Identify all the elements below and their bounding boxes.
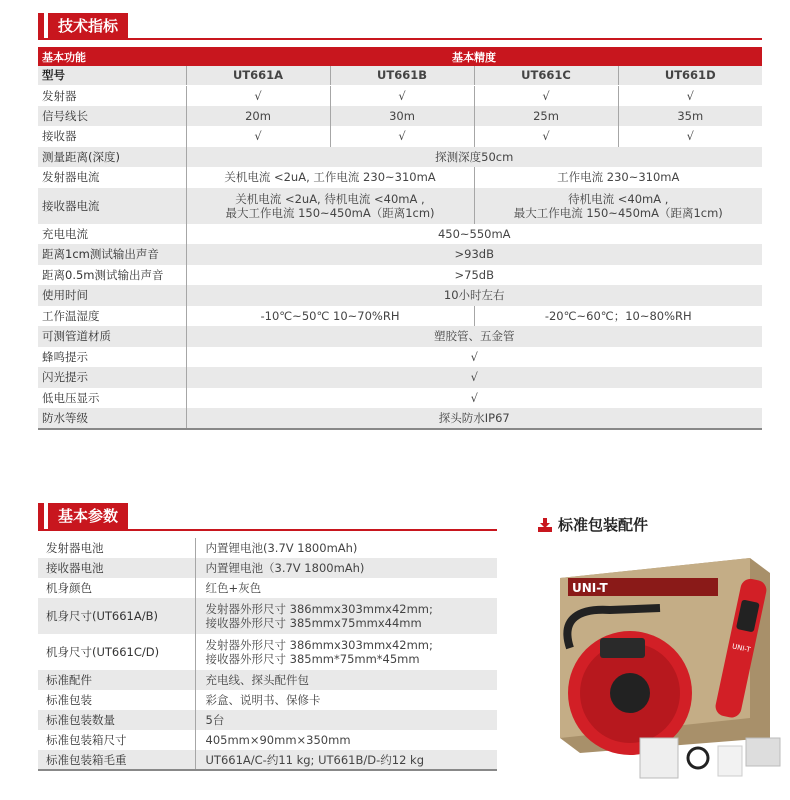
cell-line: 接收器外形尺寸 385mm*75mm*45mm <box>205 652 420 666</box>
check-mark: √ <box>474 85 618 106</box>
cell-value: >75dB <box>186 265 762 286</box>
table-row <box>38 538 497 558</box>
table-row <box>38 408 762 429</box>
row-label: 信号线长 <box>38 106 186 127</box>
cell-value: 内置锂电池（3.7V 1800mAh) <box>195 558 497 578</box>
table-row <box>38 126 762 147</box>
row-label: 测量距离(深度) <box>38 147 186 168</box>
model-name: UT661D <box>618 66 762 85</box>
model-row <box>38 66 762 85</box>
row-label: 工作温湿度 <box>38 306 186 327</box>
check-mark: √ <box>618 126 762 147</box>
cell-value: -10℃~50℃ 10~70%RH <box>186 306 474 327</box>
check-mark: √ <box>186 388 762 409</box>
row-label: 标准包装数量 <box>38 710 195 730</box>
row-label: 发射器电池 <box>38 538 195 558</box>
cell-value: 探测深度50cm <box>186 147 762 168</box>
table-row <box>38 306 762 327</box>
row-label: 蜂鸣提示 <box>38 347 186 368</box>
cell-line: 最大工作电流 150~450mA（距离1cm) <box>513 205 723 220</box>
table-row <box>38 690 497 710</box>
row-label: 标准包装 <box>38 690 195 710</box>
cell-value <box>195 598 497 634</box>
check-mark: √ <box>186 367 762 388</box>
row-label: 距离1cm测试输出声音 <box>38 244 186 265</box>
row-label: 闪光提示 <box>38 367 186 388</box>
cell-value: >93dB <box>186 244 762 265</box>
cell-value: 塑胶管、五金管 <box>186 326 762 347</box>
row-label: 机身颜色 <box>38 578 195 598</box>
row-label: 机身尺寸(UT661A/B) <box>38 598 195 634</box>
row-label: 发射器电流 <box>38 167 186 188</box>
section-divider <box>38 38 762 40</box>
row-label: 机身尺寸(UT661C/D) <box>38 634 195 670</box>
row-label: 使用时间 <box>38 285 186 306</box>
row-label: 低电压显示 <box>38 388 186 409</box>
cell-value: 450~550mA <box>186 224 762 245</box>
cell-value: 10小时左右 <box>186 285 762 306</box>
table-row <box>38 578 497 598</box>
cell-value: UT661A/C-约11 kg; UT661B/D-约12 kg <box>195 750 497 770</box>
cell-value: 25m <box>474 106 618 127</box>
params-section-title: 基本参数 <box>48 503 128 529</box>
row-label: 标准包装箱尺寸 <box>38 730 195 750</box>
check-mark: √ <box>330 126 474 147</box>
cell-value <box>474 188 762 224</box>
package-photo <box>540 538 785 788</box>
table-row <box>38 388 762 409</box>
model-name: UT661B <box>330 66 474 85</box>
cell-line: 接收器外形尺寸 385mmx75mmx44mm <box>205 616 422 630</box>
row-label: 接收器 <box>38 126 186 147</box>
header-basic-accuracy: 基本精度 <box>186 47 762 66</box>
row-label: 发射器 <box>38 85 186 106</box>
table-row <box>38 188 762 224</box>
cell-value: 20m <box>186 106 330 127</box>
row-label: 充电电流 <box>38 224 186 245</box>
row-label: 型号 <box>38 66 186 85</box>
row-label: 距离0.5m测试输出声音 <box>38 265 186 286</box>
check-mark: √ <box>186 85 330 106</box>
row-label: 防水等级 <box>38 408 186 429</box>
row-label: 接收器电池 <box>38 558 195 578</box>
cell-value <box>186 188 474 224</box>
check-mark: √ <box>186 126 330 147</box>
section-divider <box>38 529 497 531</box>
spec-table <box>38 47 762 430</box>
table-row <box>38 634 497 670</box>
cell-value: 35m <box>618 106 762 127</box>
table-row <box>38 558 497 578</box>
cell-line: 发射器外形尺寸 386mmx303mmx42mm; <box>205 602 433 616</box>
cell-line: 发射器外形尺寸 386mmx303mmx42mm; <box>205 638 433 652</box>
model-name: UT661A <box>186 66 330 85</box>
spec-section-title: 技术指标 <box>48 13 128 39</box>
section-marker <box>38 503 44 529</box>
table-row <box>38 326 762 347</box>
row-label: 接收器电流 <box>38 188 186 224</box>
table-row <box>38 265 762 286</box>
check-mark: √ <box>618 85 762 106</box>
section-marker <box>38 13 44 39</box>
charge-cable <box>688 748 708 768</box>
cell-value: 工作电流 230~310mA <box>474 167 762 188</box>
table-row <box>38 730 497 750</box>
header-basic-function: 基本功能 <box>38 47 186 66</box>
row-label: 可测管道材质 <box>38 326 186 347</box>
cell-value: 关机电流 <2uA, 工作电流 230~310mA <box>186 167 474 188</box>
table-row <box>38 670 497 690</box>
cell-value: 405mm×90mm×350mm <box>195 730 497 750</box>
cell-line: 待机电流 <40mA , <box>568 191 669 206</box>
check-mark: √ <box>474 126 618 147</box>
cell-value: 彩盒、说明书、保修卡 <box>195 690 497 710</box>
cell-value: 内置锂电池(3.7V 1800mAh) <box>195 538 497 558</box>
cell-value: 探头防水IP67 <box>186 408 762 429</box>
manual <box>640 738 678 778</box>
table-row <box>38 85 762 106</box>
cell-line: 最大工作电流 150~450mA（距离1cm) <box>225 205 435 220</box>
table-row <box>38 367 762 388</box>
spec-section-header <box>38 13 128 39</box>
cell-value: 30m <box>330 106 474 127</box>
box-logo: UNI-T <box>572 581 608 595</box>
accessory-pack <box>746 738 780 766</box>
device-logo: UNI-T <box>731 642 752 655</box>
table-row <box>38 147 762 168</box>
check-mark: √ <box>330 85 474 106</box>
model-name: UT661C <box>474 66 618 85</box>
table-row <box>38 598 497 634</box>
reel-panel <box>600 638 645 658</box>
cell-value: 红色+灰色 <box>195 578 497 598</box>
cell-value: 充电线、探头配件包 <box>195 670 497 690</box>
cell-value: -20℃~60℃；10~80%RH <box>474 306 762 327</box>
table-row <box>38 710 497 730</box>
table-row <box>38 224 762 245</box>
download-icon <box>538 518 552 532</box>
table-row <box>38 347 762 368</box>
cell-value <box>195 634 497 670</box>
package-title-text: 标准包装配件 <box>558 516 649 534</box>
table-row <box>38 750 497 770</box>
params-section-header <box>38 503 128 529</box>
table-row <box>38 285 762 306</box>
cell-line: 关机电流 <2uA, 待机电流 <40mA , <box>235 191 425 206</box>
cell-value: 5台 <box>195 710 497 730</box>
row-label: 标准包装箱毛重 <box>38 750 195 770</box>
reel-hub <box>610 673 650 713</box>
warranty-card <box>718 746 742 776</box>
table-row <box>38 106 762 127</box>
table-row <box>38 167 762 188</box>
row-label: 标准配件 <box>38 670 195 690</box>
spec-table-header <box>38 47 762 66</box>
package-section-title <box>538 514 648 535</box>
params-table <box>38 538 497 771</box>
table-row <box>38 244 762 265</box>
check-mark: √ <box>186 347 762 368</box>
